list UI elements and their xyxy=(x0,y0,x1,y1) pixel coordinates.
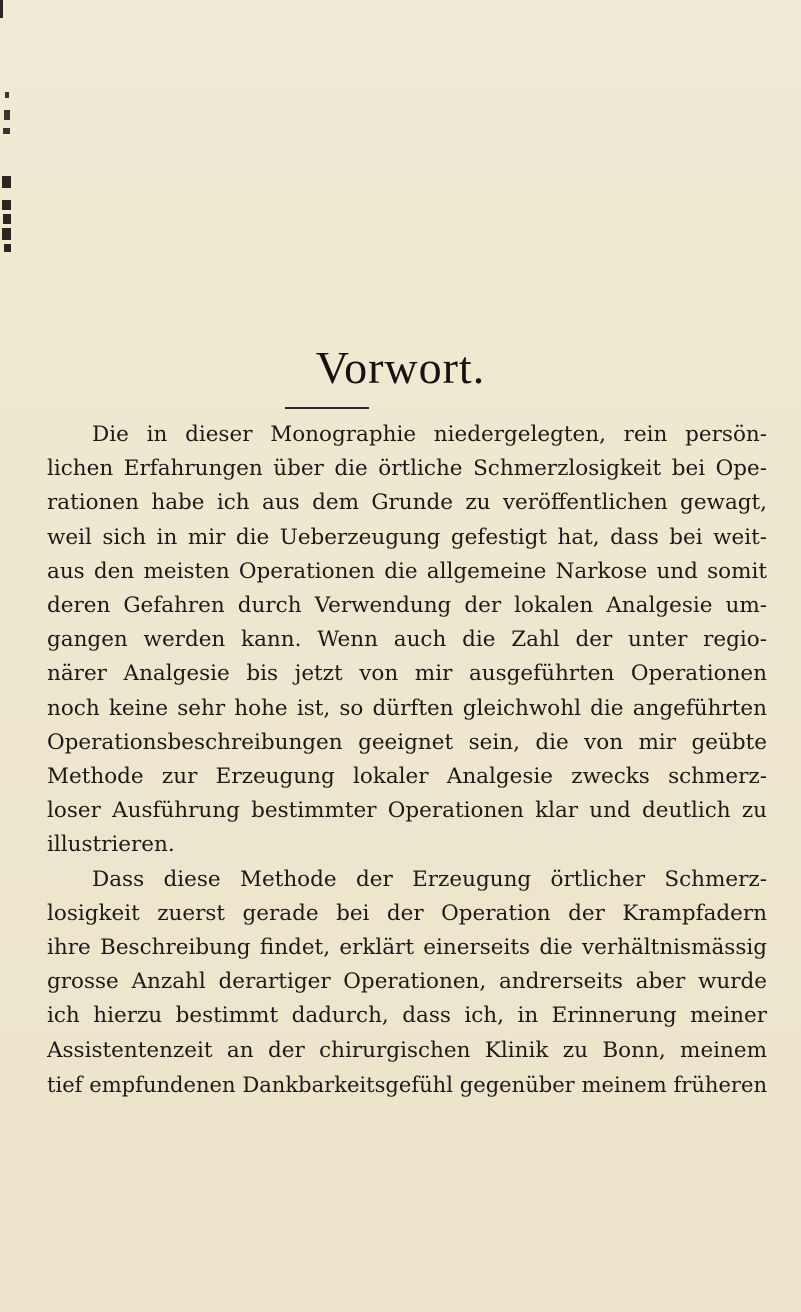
text-line: Operationsbeschreibungen geeignet sein, die von mir geübte xyxy=(47,729,767,755)
text-line: losigkeit zuerst gerade bei der Operation der Krampfadern xyxy=(47,900,768,926)
page-title: Vorwort. xyxy=(315,342,486,393)
text-line: lichen Erfahrungen über die örtliche Schmerzlosigkeit bei Ope- xyxy=(47,456,768,482)
text-line: tief empfundenen Dankbarkeitsgefühl gegenüber meinem früheren xyxy=(47,1071,767,1097)
text-line: weil sich in mir die Ueberzeugung gefestigt hat, dass bei weit- xyxy=(47,524,767,550)
text-line: grosse Anzahl derartiger Operationen, andrerseits aber wurde xyxy=(47,969,767,995)
title-divider xyxy=(285,407,369,409)
text-line: ich hierzu bestimmt dadurch, dass ich, in Erinnerung meiner xyxy=(47,1003,767,1029)
text-line: Die in dieser Monographie niedergelegten, rein persön- xyxy=(92,422,767,447)
text-line: gangen werden kann. Wenn auch die Zahl der unter regio- xyxy=(47,627,767,653)
text-line: loser Ausführung bestimmter Operationen klar und deutlich zu xyxy=(47,798,768,824)
text-line: närer Analgesie bis jetzt von mir ausgeführten Operationen xyxy=(47,661,767,687)
paragraph-1 xyxy=(47,418,767,863)
page-edge-marks xyxy=(0,0,12,260)
text-line: ihre Beschreibung findet, erklärt einerseits die verhältnismässig xyxy=(47,935,767,961)
text-line: aus den meisten Operationen die allgemeine Narkose und somit xyxy=(47,558,768,584)
text-line: illustrieren. xyxy=(47,832,175,858)
text-line: deren Gefahren durch Verwendung der lokalen Analgesie um- xyxy=(47,593,767,619)
text-line: Assistentenzeit an der chirurgischen Klinik zu Bonn, meinem xyxy=(47,1037,768,1063)
text-line: Dass diese Methode der Erzeugung örtlicher Schmerz- xyxy=(92,866,767,892)
text-line: rationen habe ich aus dem Grunde zu veröffentlichen gewagt, xyxy=(47,490,767,516)
text-line: Methode zur Erzeugung lokaler Analgesie zwecks schmerz- xyxy=(47,764,767,790)
body-text xyxy=(47,418,767,1102)
text-line: noch keine sehr hohe ist, so dürften gleichwohl die angeführten xyxy=(47,695,767,721)
paragraph-2 xyxy=(47,863,767,1102)
